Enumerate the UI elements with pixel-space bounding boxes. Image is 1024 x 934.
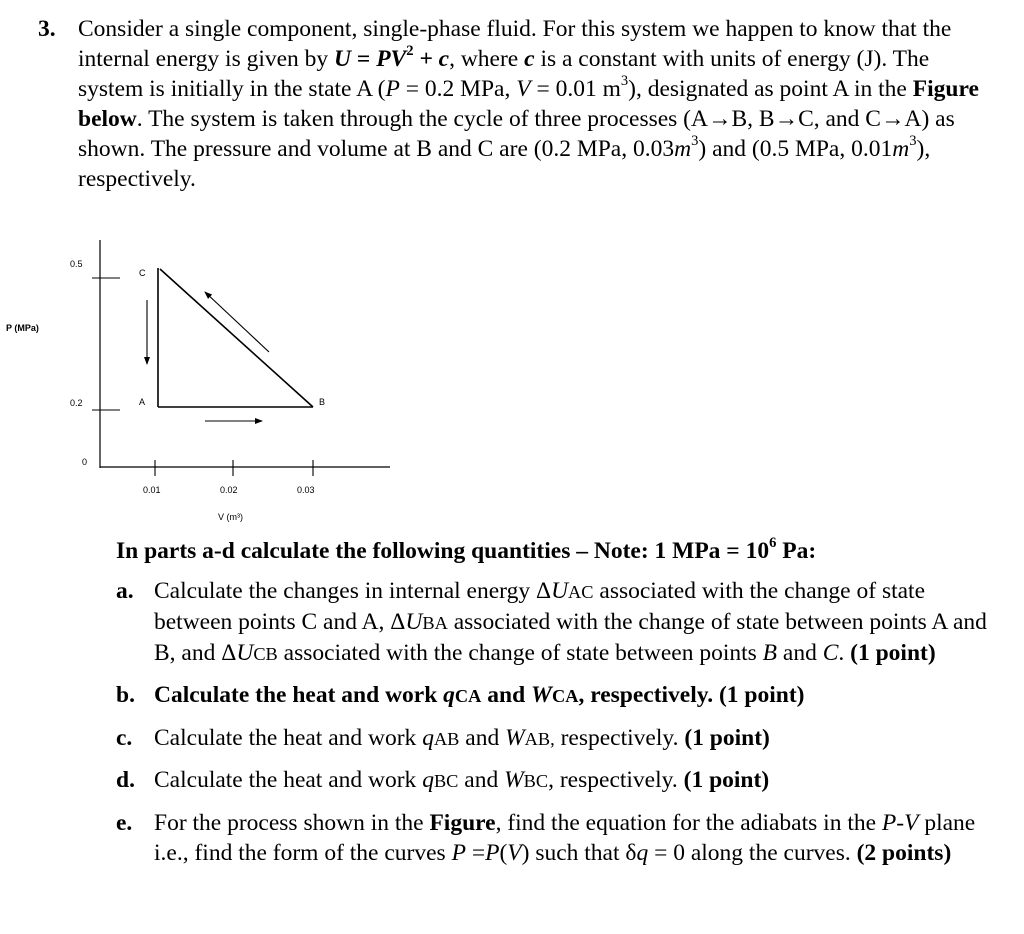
problem-text [78,14,998,194]
part-a-letter: a. [116,578,134,604]
var-v: V [516,76,531,102]
var-q: q [443,682,455,708]
part-a [116,576,996,669]
var-u: U [236,640,254,666]
text-run: and [459,725,506,751]
parts-heading [116,536,996,566]
points-value: (1 point) [850,640,936,666]
points-value: (2 points) [856,840,952,866]
heading-exponent: 6 [769,535,777,551]
points-value: (1 point) [718,682,805,708]
text-run: , respectively. [548,767,684,793]
part-d-letter: d. [116,767,135,793]
text-run: ) and (0.5 MPa, 0.01 [698,136,893,162]
y-tick-label-0: 0 [82,457,88,467]
text-run: = [465,840,486,866]
subscript: BC [523,771,549,791]
text-run: and [481,682,532,708]
exponent: 3 [909,133,917,149]
arrow-b-to-c [205,292,269,352]
exponent: 3 [691,133,699,149]
point-label-c: C [139,268,146,278]
text-run: = 0.2 MPa, [399,76,517,102]
text-run: is a constant with units of energy (J). The system is initially in the state A ( [78,46,930,102]
text-run: respectively. [554,725,685,751]
text-run: plane i.e., find the form of the curves [154,810,976,866]
subscript-ba: BA [422,613,448,633]
var-p: P [451,840,466,866]
exponent: 3 [620,73,629,89]
eq-equals: = [351,46,377,72]
part-e [116,808,996,868]
var-q: q [422,767,434,793]
point-label-b: B [319,397,326,407]
text-run: and [458,767,505,793]
part-b-letter: b. [116,682,135,708]
text-run: = 0 along the curves. [648,840,857,866]
x-tick-label-0.02: 0.02 [220,485,238,495]
text-run: associated with the change of state between points A and B, and Δ [154,609,987,666]
subscript-cb: CB [253,644,278,664]
text-run: Calculate the heat and work [154,767,423,793]
text-run: Calculate the heat and work [154,725,423,751]
problem-statement [38,14,998,194]
subscript-ac: AC [568,582,594,602]
text-run: ) such that δ [521,840,637,866]
text-run: associated with the change of state between points [277,640,763,666]
y-axis-label: P (MPa) [6,323,39,333]
cycle [158,268,313,407]
var-v: V [507,840,522,866]
problem-number: 3. [38,16,56,42]
var-w: W [505,725,525,751]
text-run: , find the equation for the adiabats in the [495,810,882,836]
var-p: P [485,840,500,866]
heading-text-end: Pa: [776,538,817,564]
text-run: ( [499,840,508,866]
axes [92,240,390,476]
figure-reference: Figure below [78,76,979,132]
heading-text: In parts a-d calculate the following quantities – Note: 1 MPa = 10 [116,538,770,564]
pv-plane: P-V [881,810,919,836]
eq-exponent: 2 [406,43,414,59]
part-c [116,723,996,754]
text-run: . The system is taken through the cycle of three processes (A→B, B→C, and C→A) as shown. The pressure and volume at B and C are (0.2 MPa, 0.03 [78,106,955,162]
text-run: ), respectively. [78,136,931,192]
unit-m: m [674,136,692,162]
pv-diagram [0,240,400,530]
var-q: q [422,725,434,751]
text-run: associated with the change of state between points C and A, Δ [154,578,926,635]
subscript: BC [433,771,459,791]
var-p: P [385,76,400,102]
y-tick-label-0.5: 0.5 [70,259,83,269]
text-run: and [777,640,823,666]
text-run: Calculate the changes in internal energy Δ [154,578,552,604]
pv-diagram-svg [0,240,400,530]
point-c: C [822,640,839,666]
point-label-a: A [139,397,146,407]
points-value: (1 point) [683,767,770,793]
unit-m: m [892,136,910,162]
var-q: q [636,840,649,866]
part-c-letter: c. [116,725,133,751]
segment-b-to-c [160,269,313,407]
text-run: = 0.01 m [530,76,621,102]
text-run: For the process shown in the [154,810,430,836]
var-u: U [405,609,423,635]
var-c: c [524,46,535,72]
eq-var-u: U [334,46,352,72]
y-tick-label-0.2: 0.2 [70,398,83,408]
part-e-letter: e. [116,810,133,836]
text-run: . [838,640,851,666]
text-run: , respectively. [578,682,719,708]
points-value: (1 point) [684,725,770,751]
text-run: Calculate the heat and work [154,682,444,708]
text-run: , where [449,46,525,72]
x-tick-label-0.03: 0.03 [297,485,315,495]
part-b [116,680,996,711]
figure-reference: Figure [429,810,496,836]
subscript: CA [551,686,579,706]
eq-constant: + c [413,46,450,72]
var-w: W [531,682,552,708]
var-w: W [504,767,524,793]
text-run: ), designated as point A in the [628,76,913,102]
var-u: U [551,578,569,604]
subscript: AB, [524,729,555,749]
subscript: AB [433,729,460,749]
x-axis-label: V (m³) [218,512,243,522]
subscript: CA [454,686,482,706]
part-d [116,765,996,796]
question-parts [116,536,996,868]
x-tick-label-0.01: 0.01 [143,485,161,495]
text-run: Consider a single component, single-phase fluid. For this system we happen to know that the internal energy is given by [78,16,952,72]
eq-var-pv: PV [376,46,407,72]
point-b: B [762,640,778,666]
